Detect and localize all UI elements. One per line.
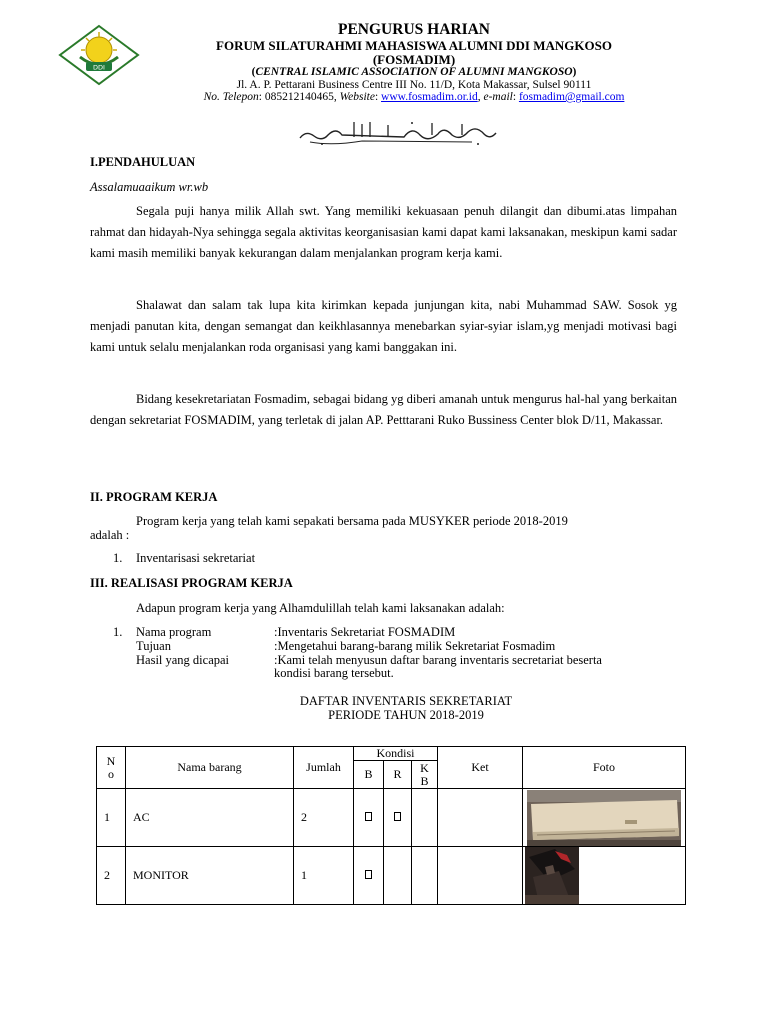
cell-b [354, 789, 384, 847]
contact-line: No. Telepon: 085212140465, Website: www.fosmadim.or.id, e-mail: fosmadim@gmail.com [203, 91, 625, 103]
header-ket: Ket [438, 747, 523, 789]
header-r: R [384, 761, 412, 789]
cell-no: 2 [97, 847, 126, 905]
detail-label: Nama program [136, 625, 212, 639]
inventory-title: DAFTAR INVENTARIS SEKRETARIAT [299, 694, 513, 708]
section-heading-realisasi: III. REALISASI PROGRAM KERJA [90, 576, 293, 590]
paragraph-1: Segala puji hanya milik Allah swt. Yang memiliki kekuasaan penuh dilangit dan dibumi.atas limpahan rahmat dan hidayah-Nya sehingga segala aktivitas keorganisasian kami dapat kami laksanakan, meskipun kami sadar kami masih memiliki banyak kekurangan dalam menjalankan program kerja kami. [90, 204, 677, 260]
cell-nama: MONITOR [126, 847, 294, 905]
monitor-photo [525, 847, 579, 904]
cell-foto [523, 847, 686, 905]
checkbox-icon [365, 870, 372, 879]
cell-jumlah: 1 [294, 847, 354, 905]
program-intro-line-2: adalah : [90, 528, 130, 542]
cell-jumlah: 2 [294, 789, 354, 847]
program-list-item: Inventarisasi sekretariat [136, 551, 256, 565]
email-link[interactable]: fosmadim@gmail.com [518, 91, 625, 103]
cell-nama: AC [126, 789, 294, 847]
cell-b [354, 847, 384, 905]
greeting: Assalamuaaikum wr.wb [90, 180, 209, 194]
header-kondisi: Kondisi [354, 747, 438, 761]
cell-ket [438, 847, 523, 905]
program-intro-line-1: Program kerja yang telah kami sepakati bersama pada MUSYKER periode 2018-2019 [136, 514, 568, 528]
inventory-table [96, 746, 686, 905]
detail-label: Hasil yang dicapai [136, 652, 230, 667]
air-conditioner-photo [527, 790, 681, 846]
inventory-period: PERIODE TAHUN 2018-2019 [328, 708, 484, 722]
letterhead-title: PENGURUS HARIAN [338, 21, 490, 38]
cell-foto [523, 789, 686, 847]
svg-text:DDI: DDI [93, 63, 105, 72]
detail-number: 1. [113, 625, 123, 639]
table-row [97, 789, 686, 847]
cell-ket [438, 789, 523, 847]
basmalah-calligraphy [292, 118, 502, 148]
header-foto: Foto [523, 747, 686, 789]
checkbox-icon [394, 812, 401, 821]
program-details [90, 626, 674, 681]
table-row [97, 847, 686, 905]
header-jumlah: Jumlah [294, 747, 354, 789]
detail-value: kondisi barang tersebut. [274, 666, 394, 681]
paragraph-3: Bidang kesekretariatan Fosmadim, sebagai bidang yg diberi amanah untuk mengurus hal-hal yang berkaitan dengan sekretariat FOSMADIM, yang terletak di jalan AP. Petttarani Ruko Bussiness Center blok D/11, Makassar. [90, 392, 677, 427]
organization-english-name: (CENTRAL ISLAMIC ASSOCIATION OF ALUMNI MANGKOSO) [251, 66, 577, 78]
detail-value: :Mengetahui barang-barang milik Sekretariat Fosmadim [274, 638, 556, 653]
cell-kb [412, 847, 438, 905]
detail-label: Tujuan [136, 638, 171, 653]
cell-r [384, 789, 412, 847]
table-header-row [97, 747, 686, 761]
header-kb: K B [412, 761, 438, 789]
header-no: N o [97, 747, 126, 789]
detail-value: :Inventaris Sekretariat FOSMADIM [274, 625, 456, 639]
detail-value: :Kami telah menyusun daftar barang inventaris secretariat beserta [274, 652, 602, 667]
website-link[interactable]: www.fosmadim.or.id [381, 91, 478, 103]
organization-name: FORUM SILATURAHMI MAHASISWA ALUMNI DDI MANGKOSO [216, 38, 612, 53]
header-nama-barang: Nama barang [126, 747, 294, 789]
organization-address: Jl. A. P. Pettarani Business Centre III No. 11/D, Kota Makassar, Sulsel 90111 [236, 79, 592, 91]
detail-label [136, 667, 274, 681]
organization-abbreviation: (FOSMADIM) [372, 52, 456, 67]
program-list-number: 1. [113, 551, 123, 565]
paragraph-2: Shalawat dan salam tak lupa kita kirimkan kepada junjungan kita, nabi Muhammad SAW. Sosok yg menjadi panutan kita, dengan semangat dan keikhlasannya menebarkan syiar-syiar islam,yg menjadi motivasi bagi kami untuk selalu menjalankan roda organisasi yang kami banggakan ini. [90, 298, 677, 354]
realisasi-intro: Adapun program kerja yang Alhamdulillah telah kami laksanakan adalah: [136, 601, 505, 615]
section-heading-pendahuluan: I.PENDAHULUAN [90, 155, 196, 169]
section-heading-program-kerja: II. PROGRAM KERJA [90, 490, 218, 504]
cell-r [384, 847, 412, 905]
cell-no: 1 [97, 789, 126, 847]
header-b: B [354, 761, 384, 789]
checkbox-icon [365, 812, 372, 821]
cell-kb [412, 789, 438, 847]
